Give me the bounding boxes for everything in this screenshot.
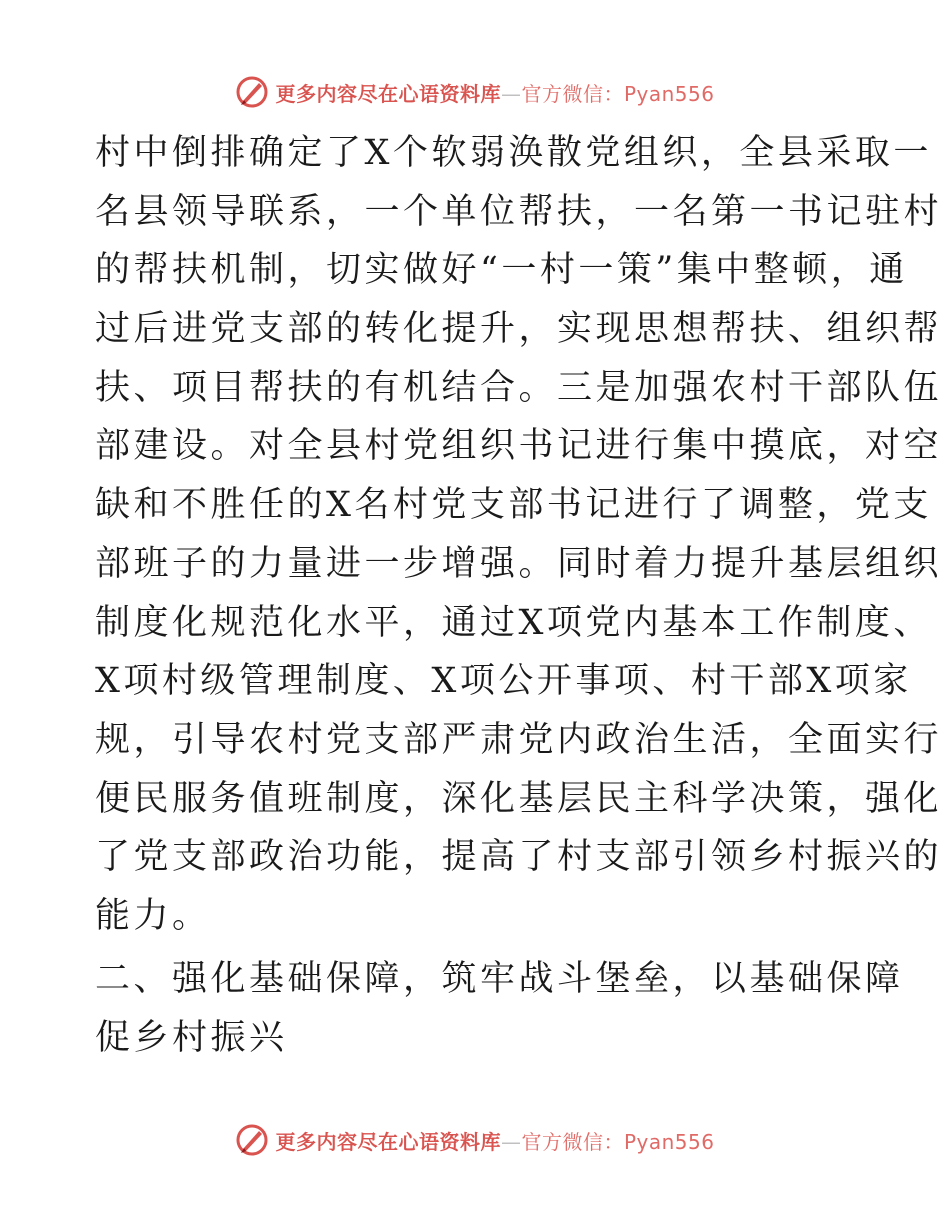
paragraph-line: X项村级管理制度、X项公开事项、村干部X项家	[95, 661, 912, 702]
watermark-dash: —	[500, 1129, 522, 1154]
header-watermark	[0, 72, 950, 112]
paragraph-line: 规，引导农村党支部严肃党内政治生活，全面实行	[95, 719, 943, 760]
paragraph-line: 部建设。对全县村党组织书记进行集中摸底，对空	[95, 426, 943, 467]
watermark-dash: —	[500, 81, 522, 106]
footer-watermark	[0, 1120, 950, 1160]
paragraph-line: 过后进党支部的转化提升，实现思想帮扶、组织帮	[95, 309, 943, 350]
section-heading	[95, 950, 904, 1067]
quill-logo-icon	[235, 1123, 269, 1157]
paragraph-line: 缺和不胜任的X名村党支部书记进行了调整，党支	[95, 485, 932, 526]
watermark-brand: 更多内容尽在心语资料库	[275, 1129, 501, 1154]
heading-line: 二、强化基础保障，筑牢战斗堡垒，以基础保障	[95, 959, 904, 999]
paragraph-line: 村中倒排确定了X个软弱涣散党组织，全县采取一	[95, 133, 932, 173]
paragraph-line: 便民服务值班制度，深化基层民主科学决策，强化	[95, 778, 943, 819]
quill-logo-icon	[235, 75, 269, 109]
paragraph-line: 能力。	[95, 895, 211, 936]
paragraph-line: 扶、项目帮扶的有机结合。三是加强农村干部队伍	[95, 367, 943, 408]
watermark-wechat: 官方微信：Pyan556	[521, 1129, 715, 1154]
paragraph-line: 了党支部政治功能，提高了村支部引领乡村振兴的	[95, 837, 943, 878]
paragraph-line: 名县领导联系，一个单位帮扶，一名第一书记驻村	[95, 191, 943, 232]
paragraph-line: 制度化规范化水平，通过X项党内基本工作制度、	[95, 602, 932, 643]
watermark-wechat: 官方微信：Pyan556	[521, 81, 715, 106]
watermark-text	[275, 78, 714, 107]
body-paragraph	[95, 124, 943, 946]
watermark-text	[275, 1126, 714, 1155]
paragraph-line: 的帮扶机制，切实做好“一村一策”集中整顿，通	[95, 250, 908, 291]
heading-line: 促乡村振兴	[95, 1017, 288, 1058]
paragraph-line: 部班子的力量进一步增强。同时着力提升基层组织	[95, 543, 943, 584]
watermark-brand: 更多内容尽在心语资料库	[275, 81, 501, 106]
